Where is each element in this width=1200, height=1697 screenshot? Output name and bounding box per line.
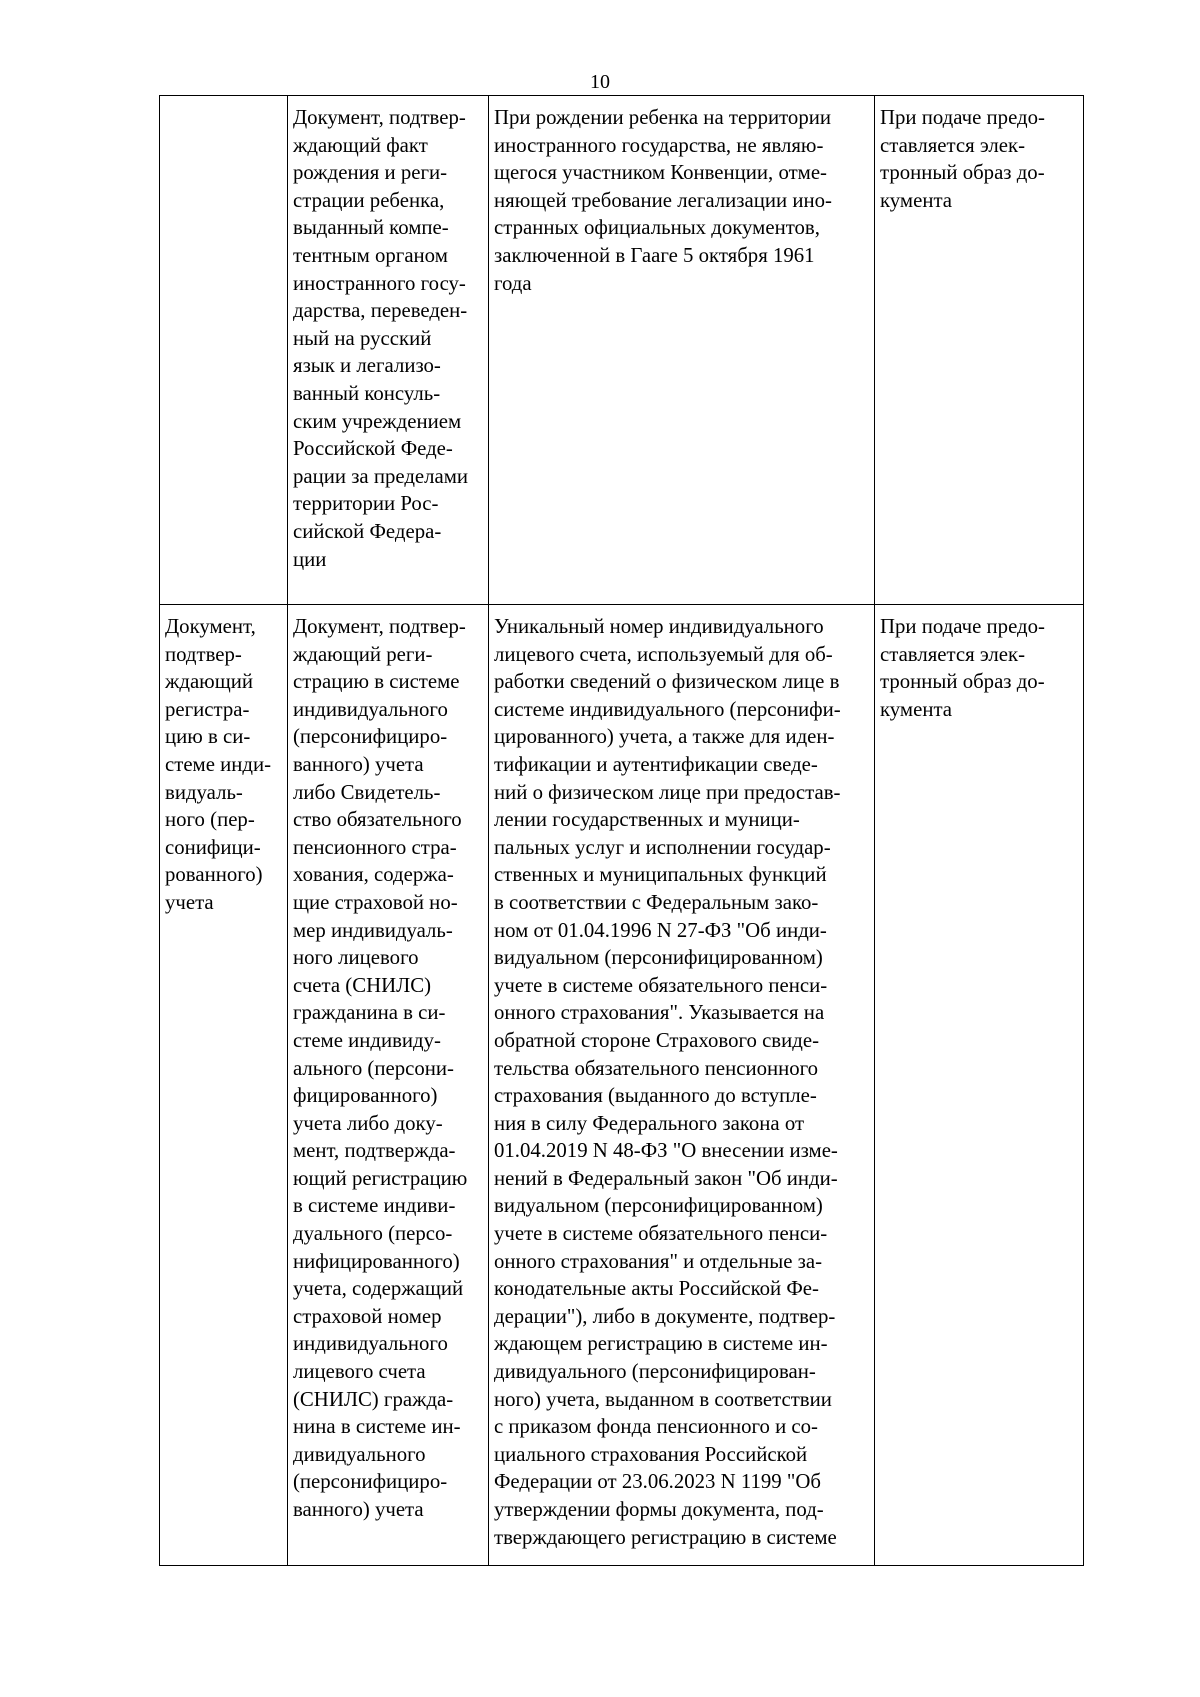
table-cell-submission-form: При подаче предо- ставляется элек- тронный образ до- кумента (875, 96, 1084, 605)
table-cell-document-type: Документ, подтвер- ждающий регистра- цию в си- стеме инди- видуаль- ного (пер- сонифици- рованного) учета (160, 605, 288, 1566)
document-table (159, 95, 1084, 1566)
table-cell-document-name: Документ, подтвер- ждающий реги- страцию в системе индивидуального (персонифициро- ванного) учета либо Свидетель- ство обязательного пенсионного стра- хования, содержа- щие страховой но- мер индивидуаль- ного лицевого счета (СНИЛС) гражданина в си- стеме индивиду- ального (персони- фицированного) учета либо доку- мент, подтвержда- ющий регистрацию в системе индиви- дуального (персо- нифицированного) учета, содержащий страховой номер индивидуального лицевого счета (СНИЛС) гражда- нина в системе ин- дивидуального (персонифициро- ванного) учета (288, 605, 489, 1566)
page-number: 10 (590, 71, 610, 93)
table-cell-condition: Уникальный номер индивидуального лицевого счета, используемый для об- работки сведений о физическом лице в системе индивидуального (персонифи- цированного) учета, а также для иден- тификации и аутентификации сведе- ний о физическом лице при предостав- лении государственных и муници- пальных услуг и исполнении государ- ственных и муниципальных функций в соответствии с Федеральным зако- ном от 01.04.1996 N 27-ФЗ "Об инди- видуальном (персонифицированном) учете в системе обязательного пенси- онного страхования". Указывается на обратной стороне Страхового свиде- тельства обязательного пенсионного страхования (выданного до вступле- ния в силу Федерального закона от 01.04.2019 N 48-ФЗ "О внесении изме- нений в Федеральный закон "Об инди- видуальном (персонифицированном) учете в системе обязательного пенси- онного страхования" и отдельные за- конодательные акты Российской Фе- дерации"), либо в документе, подтвер- ждающем регистрацию в системе ин- дивидуального (персонифицирован- ного) учета, выданном в соответствии с приказом фонда пенсионного и со- циального страхования Российской Федерации от 23.06.2023 N 1199 "Об утверждении формы документа, под- тверждающего регистрацию в системе (489, 605, 875, 1566)
table-cell-submission-form: При подаче предо- ставляется элек- тронный образ до- кумента (875, 605, 1084, 1566)
table-row (160, 605, 1084, 1566)
table-cell-document-name: Документ, подтвер- ждающий факт рождения и реги- страции ребенка, выданный компе- тентным органом иностранного госу- дарства, переведен- ный на русский язык и легализо- ванный консуль- ским учреждением Российской Феде- рации за пределами территории Рос- сийской Федера- ции (288, 96, 489, 605)
table-cell-document-type (160, 96, 288, 605)
table-row (160, 96, 1084, 605)
table-cell-condition: При рождении ребенка на территории иностранного государства, не являю- щегося участником Конвенции, отме- няющей требование легализации ино- странных официальных документов, заключенной в Гааге 5 октября 1961 года (489, 96, 875, 605)
